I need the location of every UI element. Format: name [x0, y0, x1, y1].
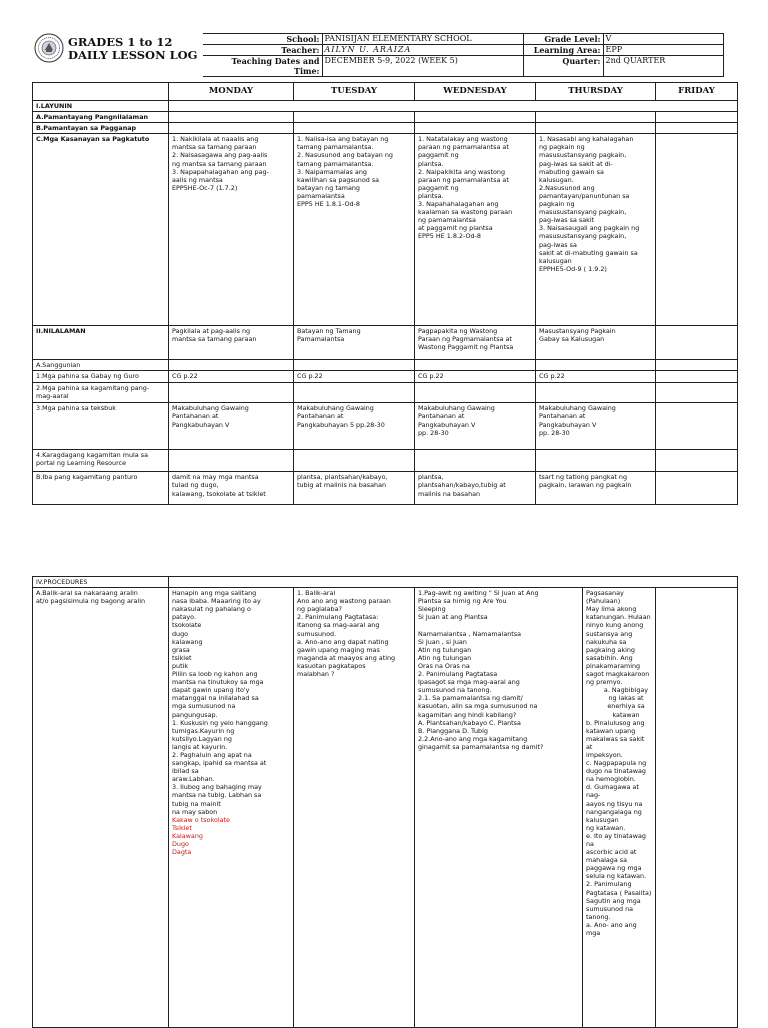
teaching-dates-label: Teaching Dates and Time: [203, 56, 322, 77]
procedures-friday [656, 588, 738, 1028]
day-header-thursday: THURSDAY [536, 83, 656, 101]
iba-wednesday: plantsa, plantsahan/kabayo,tubig at malinis na basahan [415, 472, 536, 505]
row-label-nilalaman: II.NILALAMAN [33, 326, 169, 360]
row-label-layunin: I.LAYUNIN [33, 101, 169, 112]
red-word-3: Kalawang [172, 831, 203, 840]
gabay-monday: CG p.22 [169, 371, 294, 383]
lesson-grid [32, 82, 738, 505]
layunin-cell [169, 101, 738, 112]
day-header-wednesday: WEDNESDAY [415, 83, 536, 101]
red-word-1: Kakaw o tsokolate [172, 815, 230, 824]
procedures-grid [32, 576, 738, 1028]
kasanayan-thursday: 1. Nasasabi ang kahalagahan ng pagkain ng masusustansyang pagkain, pag-iwas sa sakit at di- mabuting gawain sa kalusugan. 2.Nasusunod ang pamantayan/panuntunan sa pagkain ng masusustansyang pagkain, pag-iwas sa sakit 3. Naisasaugali ang pagkain ng masusustansyang pagkain, pag-iwas sa sakit at di-mabuting gawain sa kalusugan EPPHE5-Od-9 ( 1.9.2) [536, 134, 656, 326]
teksbuk-thursday: Makabuluhang Gawaing Pantahanan at Pangkabuhayan V pp. 28-30 [536, 403, 656, 450]
row-label-pamantayang-pangnilalaman: A.Pamantayang Pangnilalaman [33, 112, 169, 123]
kasanayan-friday [656, 134, 738, 326]
teksbuk-monday: Makabuluhang Gawaing Pantahanan at Pangkabuhayan V [169, 403, 294, 450]
row-label-teksbuk: 3.Mga pahina sa teksbuk [33, 403, 169, 450]
iba-monday: damit na may mga mantsa tulad ng dugo, kalawang, tsokolate at tsiklet [169, 472, 294, 505]
kasanayan-wednesday: 1. Natatalakay ang wastong paraan ng pamamalantsa at paggamit ng plantsa. 2. Naipakikita ang wastong paraan ng pamamalantsa at paggamit ng plantsa. 3. Napahahalagahan ang kaalaman sa wastong paraan ng pamamalantsa at paggamit ng plantsa EPP5 HE 1.8.2-Od-8 [415, 134, 536, 326]
school-label: School: [203, 34, 322, 45]
day-header-friday: FRIDAY [656, 83, 738, 101]
row-label-kagamitang-pang-mag-aaral: 2.Mga pahina sa kagamitang pang-mag-aaral [33, 383, 169, 403]
row-label-kasanayan: C.Mga Kasanayan sa Pagkatuto [33, 134, 169, 326]
nilalaman-thursday: Masustansyang Pagkain Gabay sa Kalusugan [536, 326, 656, 360]
teacher-label: Teacher: [203, 45, 322, 56]
red-word-2: Tsiklet [172, 823, 192, 832]
red-word-5: Dagta [172, 848, 192, 857]
iba-tuesday: plantsa, plantsahan/kabayo, tubig at malinis na basahan [294, 472, 415, 505]
nilalaman-wednesday: Pagpapakita ng Wastong Paraan ng Pagmamalantsa at Wastong Paggamit ng Plantsa [415, 326, 536, 360]
title-line-1: GRADES 1 to 12 [68, 35, 173, 49]
row-label-sanggunian: A.Sanggunian [33, 360, 169, 371]
procedures-wednesday: 1.Pag-awit ng awiting " Si Juan at Ang Plantsa sa himig ng Are You Sleeping Si Juan at ang Plantsa Namamalantsa , Namamalantsa Si Juan , si Juan Atin ng tulungan Atin ng tulungan Oras na Oras na 2. Panimulang Pagtatasa Ipasagot sa mga mag-aaral ang sumusunod na tanong. 2.1. Sa pamamalantsa ng damit/ kasuotan, alin sa mga sumusunod na kagamitan ang hindi kabilang? A. Plantsahan/kabayo C. Plantsa B. Planggana D. Tubig 2.2.Ano-ano ang mga kagamitang ginagamit sa pamamalantsa ng damit? [415, 588, 583, 1028]
learning-area-value: EPP [603, 45, 723, 56]
red-word-4: Dugo [172, 840, 189, 848]
title-line-2: DAILY LESSON LOG [68, 48, 198, 62]
deped-seal-icon [34, 33, 64, 63]
procedures-thursday-intro: Pagsasanay (Pahulaan) May lima akong katanungan. Hulaan ninyo kung anong sustansya ang nakukuha sa pagkaing aking sasabihin. Ang pinakamaraming sagot magkakaroon ng premyo. [586, 589, 651, 687]
header-info-table [203, 33, 724, 77]
kasanayan-monday: 1. Nakikilala at naaalis ang mantsa sa tamang paraan 2. Naisasagawa ang pag-aalis ng mantsa sa tamang paraan 3. Napapahalagahan ang pag- aalis ng mantsa EPP5HE-Oc-7 (1.7.2) [169, 134, 294, 326]
day-header-monday: MONDAY [169, 83, 294, 101]
procedures-monday-text: Hanapin ang mga salitang nasa ibaba. Maaaring ito ay nakasulat ng pahalang o patayo. tsokolate dugo kalawang grasa tsiklet putik Piliin sa loob ng kahon ang mantsa na tinutukoy sa mga dapat gawin upang ito'y matanggal na inilalahad sa mga sumusunod na pangungusap. 1. Kuskusin ng yelo hanggang tumigas.Kayurin ng kutsilyo.Lagyan ng langis at kayurin. 2. Paghaluin ang apat na sangkap, ipahid sa mantsa at ibilad sa araw.Labhan. 3. Ilubog ang bahaging may mantsa na tubig. Labhan sa tubig na mainit na may sabon [172, 589, 268, 816]
teksbuk-tuesday: Makabuluhang Gawaing Pantahanan at Pangkabuhayan 5 pp.28-30 [294, 403, 415, 450]
nilalaman-tuesday: Batayan ng Tamang Pamamalantsa [294, 326, 415, 360]
iba-thursday: tsart ng tatlong pangkat ng pagkain, larawan ng pagkain [536, 472, 656, 505]
procedures-heading: IV.PROCEDURES [33, 577, 169, 588]
row-label-gabay-ng-guro: 1.Mga pahina sa Gabay ng Guro [33, 371, 169, 383]
teksbuk-wednesday: Makabuluhang Gawaing Pantahanan at Pangkabuhayan V pp. 28-30 [415, 403, 536, 450]
quarter-value: 2nd QUARTER [603, 56, 723, 77]
school-value: PANISIJAN ELEMENTARY SCHOOL [322, 34, 523, 45]
nilalaman-friday [656, 326, 738, 360]
row-label-iba-pang-kagamitan: B.Iba pang kagamitang panturo [33, 472, 169, 505]
procedures-thursday-rest: b. Pinalulusog ang katawan upang makaiwas sa sakit at impeksyon. c. Nagpapapula ng dugo na tinatawag na hemoglobin. d. Gumagawa at nag- aayos ng tisyu na nangangalaga ng kalusugan ng katawan. e. Ito ay tinatawag na ascorbic acid at mahalaga sa paggawa ng mga selula ng katawan. 2. Panimulang Pagtatasa ( Pasalita) Sagutin ang mga sumusunod na tanong. a. Ano- ano ang mga [586, 718, 652, 938]
teacher-value: AILYN U. ARAIZA [322, 45, 523, 56]
quarter-label: Quarter: [523, 56, 603, 77]
log-title [68, 36, 198, 62]
grade-level-value: V [603, 34, 723, 45]
learning-area-label: Learning Area: [523, 45, 603, 56]
kasanayan-tuesday: 1. Naiisa-isa ang batayan ng tamang pamamalantsa. 2. Nasusunod ang batayan ng tamang pamamalantsa. 3. Naipamamalas ang kawilihan sa pagsunod sa batayan ng tamang pamamalantsa EPP5 HE 1.8.1-Od-8 [294, 134, 415, 326]
grade-level-label: Grade Level: [523, 34, 603, 45]
day-header-tuesday: TUESDAY [294, 83, 415, 101]
procedures-thursday-item-a: a. Nagbibigay ng lakas at enerhiya sa katawan [603, 686, 649, 719]
row-label-pamantayan-pagganap: B.Pamantayan sa Pagganap [33, 123, 169, 134]
teaching-dates-value: DECEMBER 5-9, 2022 (WEEK 5) [322, 56, 523, 77]
gabay-wednesday: CG p.22 [415, 371, 536, 383]
procedures-monday [169, 588, 294, 1028]
gabay-tuesday: CG p.22 [294, 371, 415, 383]
corner-cell [33, 83, 169, 101]
row-label-balik-aral: A.Balik-aral sa nakaraang aralin at/o pagsisimula ng bagong aralin [33, 588, 169, 1028]
procedures-thursday [583, 588, 656, 1028]
procedures-tuesday: 1. Balik-aral Ano ano ang wastong paraan ng paglalaba? 2. Panimulang Pagtatasa: Itanong sa mag-aaral ang sumusunod. a. Ano-ano ang dapat nating gawin upang maging mas maganda at maayos ang ating kasuotan pagkatapos malabhan ? [294, 588, 415, 1028]
row-label-karagdagang-kagamitan: 4.Karagdagang kagamitan mula sa portal ng Learning Resource [33, 450, 169, 472]
gabay-thursday: CG p.22 [536, 371, 656, 383]
nilalaman-monday: Pagkilala at pag-aalis ng mantsa sa tamang paraan [169, 326, 294, 360]
